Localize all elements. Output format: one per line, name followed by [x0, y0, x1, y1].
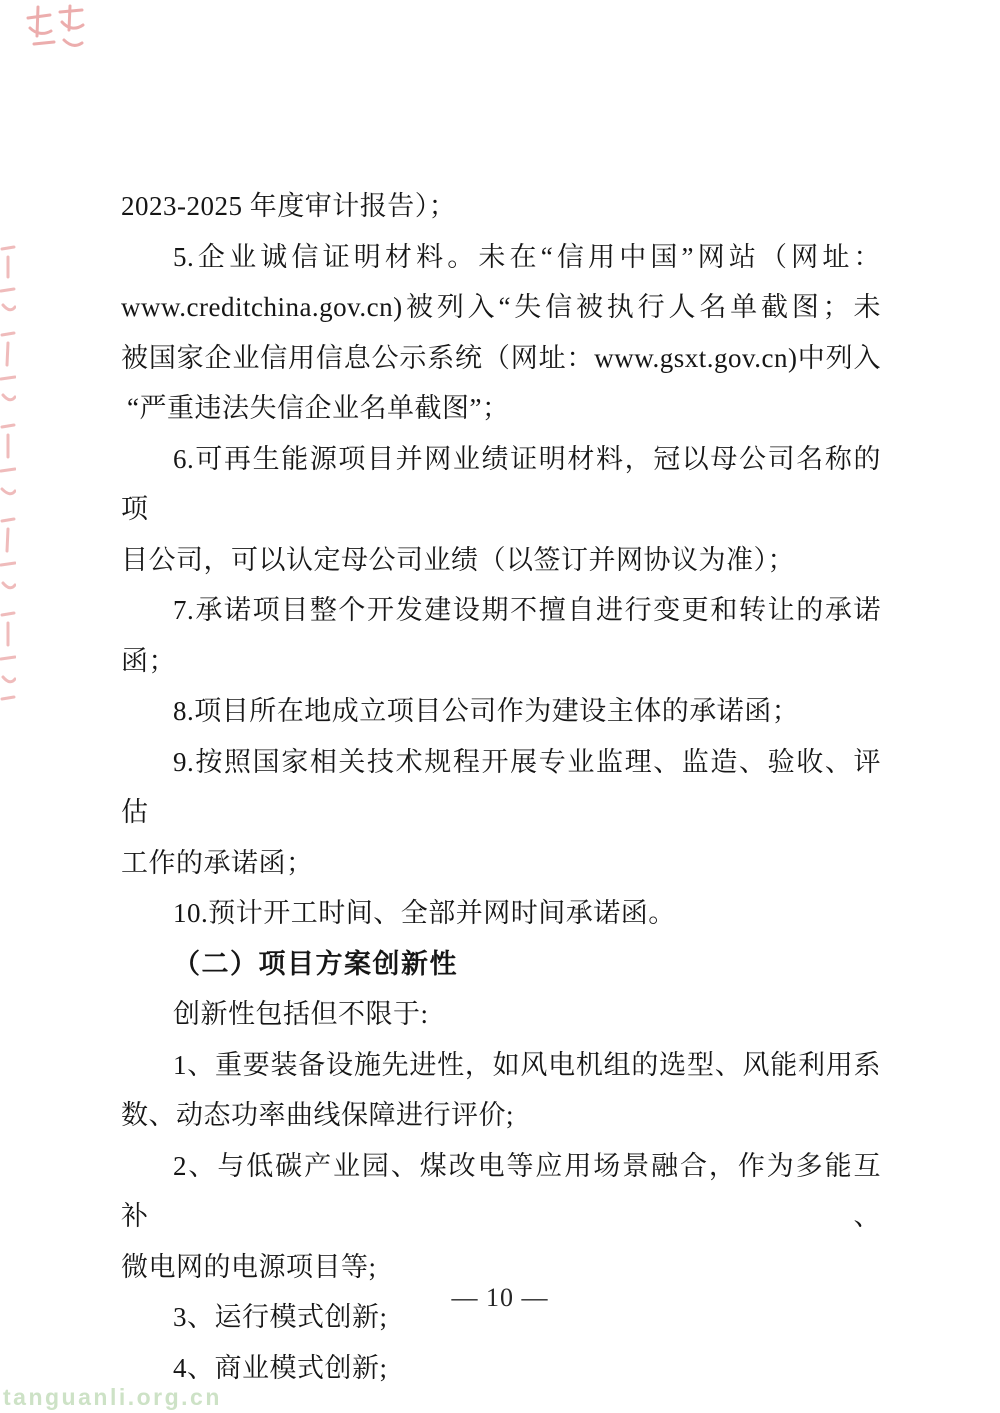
doc-line: 工作的承诺函；	[121, 847, 314, 878]
section-heading: （二）项目方案创新性	[173, 948, 458, 979]
doc-line: 6.可再生能源项目并网业绩证明材料，冠以母公司名称的项	[121, 443, 881, 524]
red-stamp-marks-left-icon	[0, 243, 16, 708]
doc-line: 8.项目所在地成立项目公司作为建设主体的承诺函；	[173, 696, 800, 726]
red-stamp-marks-top-icon	[24, 4, 86, 58]
doc-line: 创新性包括但不限于:	[173, 999, 429, 1029]
doc-line: 9.按照国家相关技术规程开展专业监理、监造、验收、评估	[121, 746, 881, 827]
doc-line: 2023-2025 年度审计报告）；	[121, 191, 457, 221]
doc-line: 4、商业模式创新;	[173, 1352, 388, 1383]
doc-line: 3、运行模式创新;	[173, 1302, 388, 1332]
doc-line: 数、动态功率曲线保障进行评价;	[121, 1100, 515, 1130]
doc-line: “严重违法失信企业名单截图”；	[127, 393, 510, 423]
doc-line: 被国家企业信用信息公示系统（网址：www.gsxt.gov.cn)中列入	[121, 342, 881, 373]
document-body	[121, 181, 881, 1393]
doc-line: 2、与低碳产业园、煤改电等应用场景融合，作为多能互补、	[121, 1150, 881, 1231]
doc-line: 目公司，可以认定母公司业绩（以签订并网协议为准）；	[121, 544, 795, 575]
doc-line: 函；	[121, 645, 176, 676]
doc-line: 微电网的电源项目等;	[121, 1251, 377, 1282]
doc-line: 7.承诺项目整个开发建设期不擅自进行变更和转让的承诺	[173, 595, 881, 625]
doc-line: 1、重要装备设施先进性，如风电机组的选型、风能利用系	[173, 1049, 881, 1080]
doc-line: 5.企业诚信证明材料。未在“信用中国”网站（网址：	[173, 241, 881, 272]
site-watermark: tanguanli.org.cn	[3, 1384, 222, 1410]
page-number: — 10 —	[451, 1283, 549, 1312]
doc-line: www.creditchina.gov.cn)被列入“失信被执行人名单截图；未	[121, 292, 881, 322]
doc-line: 10.预计开工时间、全部并网时间承诺函。	[173, 898, 676, 928]
